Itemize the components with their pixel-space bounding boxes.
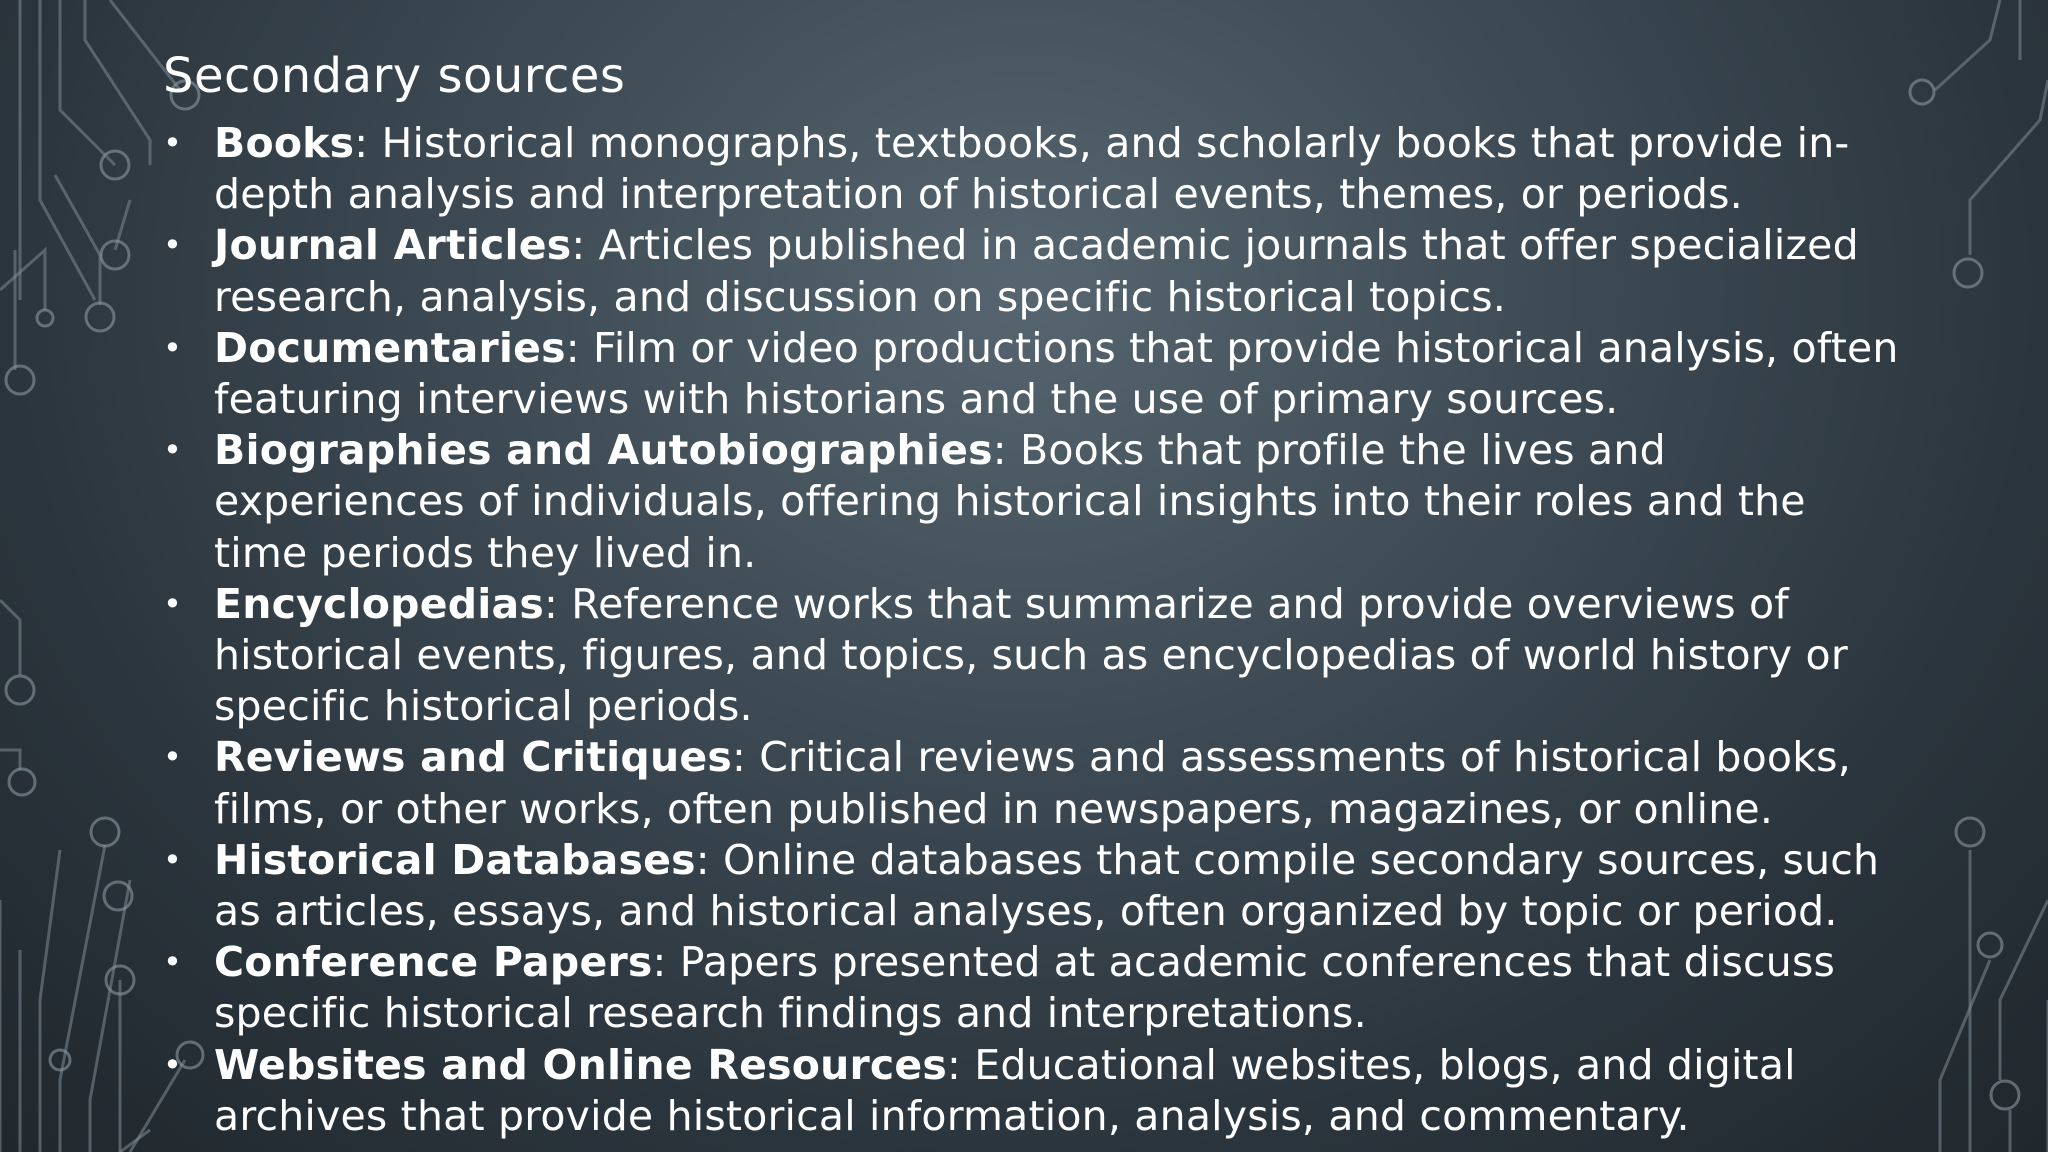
item-description: Critical reviews and assessments of historical books, films, or other works, often published in newspapers, magazines, or online. xyxy=(214,733,1851,833)
item-term: Biographies and Autobiographies xyxy=(214,426,993,475)
list-item xyxy=(163,835,1903,937)
item-colon: : xyxy=(565,323,580,372)
item-colon: : xyxy=(543,579,558,628)
item-colon: : xyxy=(652,938,667,987)
item-colon: : xyxy=(695,835,710,884)
list-item xyxy=(163,220,1903,322)
item-description: Online databases that compile secondary sources, such as articles, essays, and historical analyses, often organized by topic or period. xyxy=(214,835,1880,936)
bullet-list xyxy=(163,118,1903,1142)
bullet-icon: • xyxy=(163,124,183,162)
item-term: Encyclopedias xyxy=(214,579,544,628)
list-item xyxy=(163,1040,1903,1142)
item-term: Documentaries xyxy=(214,323,566,372)
list-item xyxy=(163,425,1903,579)
item-description: Books that profile the lives and experiences of individuals, offering historical insights into their roles and the time periods they lived in. xyxy=(214,426,1806,577)
item-term: Books xyxy=(214,119,355,167)
item-colon: : xyxy=(947,1040,962,1089)
list-item xyxy=(163,732,1903,834)
slide-title: Secondary sources xyxy=(163,48,626,104)
item-colon: : xyxy=(354,119,369,167)
slide-content xyxy=(163,40,1903,1142)
bullet-icon: • xyxy=(163,328,183,367)
list-item xyxy=(163,937,1903,1039)
item-term: Journal Articles xyxy=(214,221,572,270)
list-item xyxy=(163,579,1903,733)
item-description: Papers presented at academic conferences that discuss specific historical research findings and interpretations. xyxy=(214,938,1836,1038)
list-item xyxy=(163,118,1903,220)
bullet-icon: • xyxy=(163,738,183,777)
list-item xyxy=(163,323,1903,425)
item-description: Educational websites, blogs, and digital archives that provide historical information, analysis, and commentary. xyxy=(214,1040,1796,1140)
bullet-icon: • xyxy=(163,226,183,265)
item-term: Historical Databases xyxy=(214,835,696,884)
item-description: Articles published in academic journals that offer specialized research, analysis, and discussion on specific historical topics. xyxy=(214,221,1859,321)
bullet-icon: • xyxy=(163,943,183,982)
item-colon: : xyxy=(992,426,1007,475)
bullet-icon: • xyxy=(163,431,183,470)
item-term: Reviews and Critiques xyxy=(214,733,732,782)
item-description: Film or video productions that provide historical analysis, often featuring interviews with historians and the use of primary sources. xyxy=(214,323,1899,424)
item-description: Historical monographs, textbooks, and scholarly books that provide in-depth analysis and interpretation of historical events, themes, or periods. xyxy=(214,119,1850,219)
bullet-icon: • xyxy=(163,584,183,623)
item-term: Websites and Online Resources xyxy=(214,1040,948,1089)
bullet-icon: • xyxy=(163,840,183,879)
item-description: Reference works that summarize and provide overviews of historical events, figures, and topics, such as encyclopedias of world history or specific historical periods. xyxy=(214,579,1848,731)
bullet-icon: • xyxy=(163,1045,183,1084)
item-colon: : xyxy=(571,221,586,270)
item-colon: : xyxy=(731,733,746,782)
item-term: Conference Papers xyxy=(214,938,653,987)
